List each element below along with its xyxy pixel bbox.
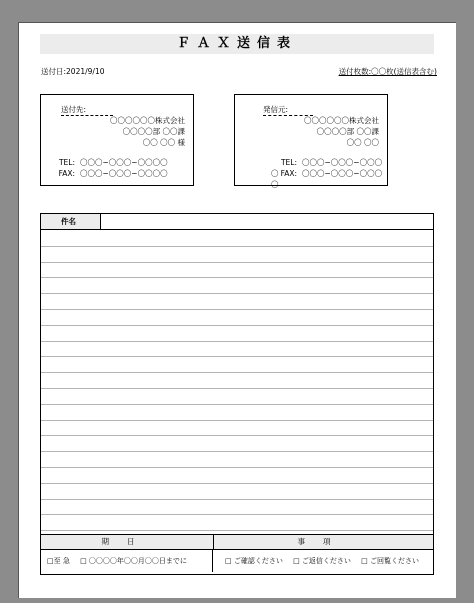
due-date-options bbox=[41, 550, 213, 572]
ruled-line bbox=[41, 435, 433, 436]
footer-header bbox=[41, 534, 433, 550]
sender-box bbox=[234, 94, 388, 189]
ruled-line bbox=[41, 483, 433, 484]
message-table bbox=[40, 213, 434, 575]
ruled-line bbox=[41, 420, 433, 421]
option-confirm[interactable]: □ ご確認ください bbox=[225, 557, 283, 565]
ruled-line bbox=[41, 451, 433, 452]
subject-row bbox=[41, 214, 433, 230]
sender-tel: TEL: 〇〇〇−〇〇〇−〇〇〇〇 bbox=[271, 158, 383, 178]
recipient-department: 〇〇〇〇部 〇〇課 bbox=[122, 127, 185, 136]
ruled-line bbox=[41, 293, 433, 294]
fax-cover-sheet bbox=[18, 22, 456, 598]
option-urgent[interactable]: □至 急 bbox=[47, 557, 70, 565]
ruled-line bbox=[41, 404, 433, 405]
due-date-header: 期日 bbox=[41, 535, 214, 549]
ruled-line bbox=[41, 277, 433, 278]
page-title: ＦＡＸ送信表 bbox=[40, 34, 434, 54]
matter-options bbox=[213, 550, 433, 572]
sender-company: 〇〇〇〇〇〇株式会社 bbox=[304, 116, 379, 125]
footer-body bbox=[41, 550, 433, 572]
message-area[interactable] bbox=[41, 230, 433, 532]
ruled-line bbox=[41, 514, 433, 515]
recipient-label: 送付先: bbox=[61, 104, 113, 116]
ruled-line bbox=[41, 388, 433, 389]
matter-header: 事項 bbox=[297, 537, 349, 546]
sender-department: 〇〇〇〇部 〇〇課 bbox=[316, 127, 379, 136]
ruled-line bbox=[41, 467, 433, 468]
ruled-line bbox=[41, 356, 433, 357]
recipient-tel: TEL: 〇〇〇−〇〇〇−〇〇〇〇 bbox=[58, 158, 168, 167]
ruled-line bbox=[41, 325, 433, 326]
sender-label: 発信元: bbox=[263, 104, 313, 116]
sender-fax: FAX: 〇〇〇−〇〇〇−〇〇〇〇 bbox=[271, 169, 383, 189]
ruled-line bbox=[41, 530, 433, 531]
sheet-count: 送付枚数:〇〇枚(送信表含む) bbox=[338, 67, 437, 76]
ruled-line bbox=[41, 262, 433, 263]
recipient-box bbox=[40, 94, 194, 186]
recipient-fax: FAX: 〇〇〇−〇〇〇−〇〇〇〇 bbox=[58, 169, 168, 178]
send-date: 送付日:2021/9/10 bbox=[41, 67, 105, 76]
option-deadline[interactable]: □ 〇〇〇〇年〇〇月〇〇日までに bbox=[80, 557, 187, 565]
ruled-line bbox=[41, 372, 433, 373]
recipient-company: 〇〇〇〇〇〇株式会社 bbox=[110, 116, 185, 125]
ruled-line bbox=[41, 499, 433, 500]
recipient-person: 〇〇 〇〇 様 bbox=[142, 138, 185, 147]
option-circulate[interactable]: □ ご回覧ください bbox=[361, 557, 419, 565]
ruled-line bbox=[41, 341, 433, 342]
sender-person: 〇〇 〇〇 bbox=[346, 138, 379, 147]
subject-label: 件名 bbox=[41, 214, 101, 229]
ruled-line bbox=[41, 309, 433, 310]
ruled-line bbox=[41, 246, 433, 247]
option-reply[interactable]: □ ご返信ください bbox=[293, 557, 351, 565]
